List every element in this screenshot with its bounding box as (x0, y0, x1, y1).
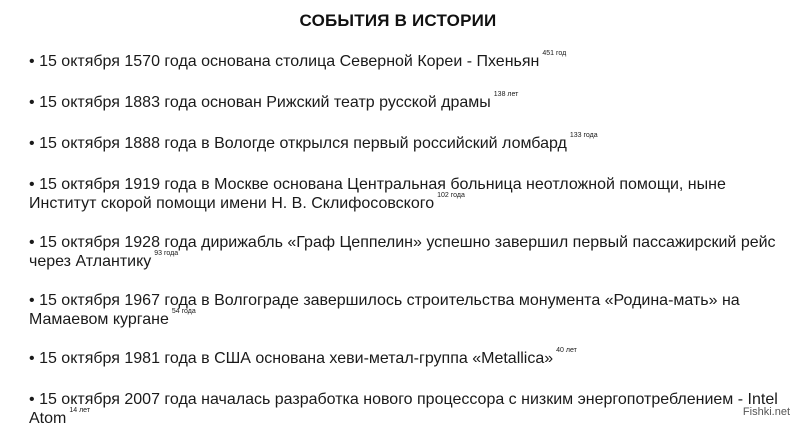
event-item (29, 349, 779, 368)
event-item (29, 390, 779, 428)
bullet: • (29, 135, 35, 152)
event-text: 15 октября 1919 года в Москве основана Центральная больница неотложной помощи, ныне Институт скорой помощи имени Н. В. Склифосовского (29, 176, 726, 212)
bullet: • (29, 234, 35, 251)
bullet: • (29, 350, 35, 367)
bullet: • (29, 53, 35, 70)
event-item (29, 93, 779, 112)
event-text: 15 октября 1883 года основан Рижский театр русской драмы (39, 94, 491, 111)
event-text: 15 октября 1928 года дирижабль «Граф Цеппелин» успешно завершил первый пассажирский рейс через Атлантику (29, 234, 776, 270)
years-ago-label: 14 лет (69, 407, 91, 414)
bullet: • (29, 94, 35, 111)
page-title: СОБЫТИЯ В ИСТОРИИ (299, 11, 497, 30)
years-ago-label: 451 год (542, 50, 567, 57)
event-item (29, 134, 779, 153)
years-ago-label: 102 года (437, 192, 465, 199)
years-ago-label: 54 года (171, 308, 196, 315)
events-list (29, 52, 779, 448)
event-text: 15 октября 1981 года в США основана хеви-метал-группа «Metallica» (39, 350, 554, 367)
event-item (29, 233, 779, 271)
bullet: • (29, 391, 35, 408)
years-ago-label: 40 лет (556, 347, 577, 354)
bullet: • (29, 176, 35, 193)
years-ago-label: 133 года (569, 132, 598, 139)
watermark: Fishki.net (742, 406, 790, 418)
event-item (29, 175, 779, 213)
years-ago-label: 138 лет (493, 91, 519, 98)
years-ago-label: 93 года (154, 250, 179, 257)
event-item (29, 52, 779, 71)
event-text: 15 октября 2007 года началась разработка нового процессора с низким энергопотреблением - Intel Atom (29, 391, 778, 427)
bullet: • (29, 292, 35, 309)
event-item (29, 291, 779, 329)
event-text: 15 октября 1888 года в Вологде открылся первый российский ломбард (39, 135, 567, 152)
event-text: 15 октября 1570 года основана столица Северной Кореи - Пхеньян (39, 53, 540, 70)
event-text: 15 октября 1967 года в Волгограде завершилось строительства монумента «Родина-мать» на Мамаевом кургане (29, 292, 740, 328)
